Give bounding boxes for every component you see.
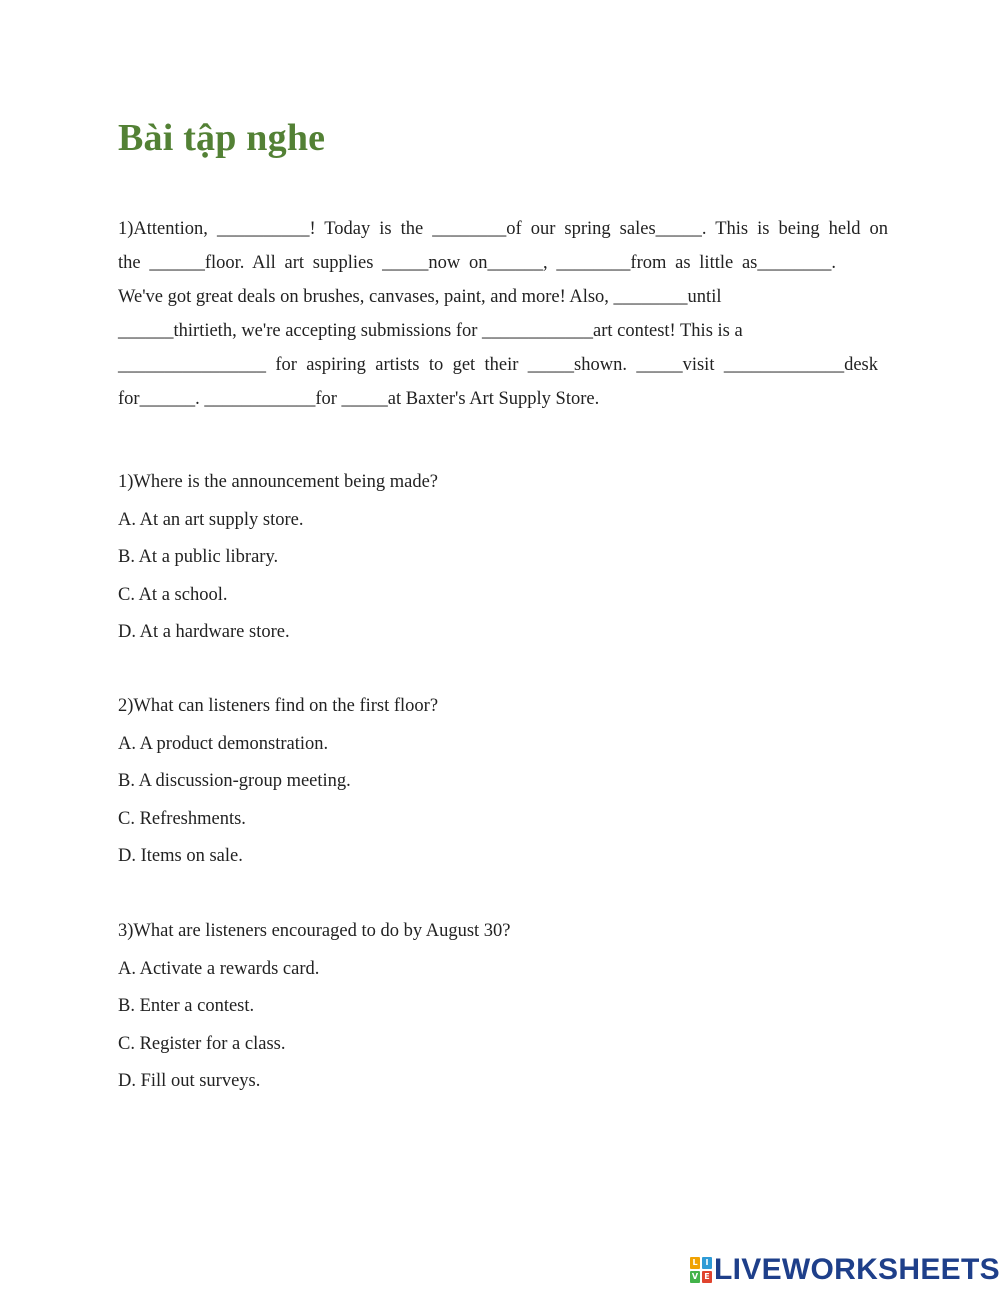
answer-option-a[interactable]: A. At an art supply store. bbox=[118, 509, 304, 530]
question-block-2 bbox=[118, 688, 878, 876]
listening-passage bbox=[118, 212, 888, 416]
passage-line: ________________ for aspiring artists to get their _____shown. _____visit _____________desk bbox=[118, 355, 878, 375]
logo-text: LIVEWORKSHEETS bbox=[714, 1253, 1000, 1286]
answer-option-a[interactable]: A. A product demonstration. bbox=[118, 733, 329, 754]
page-title: Bài tập nghe bbox=[118, 117, 326, 159]
answer-option-d[interactable]: D. Fill out surveys. bbox=[118, 1071, 261, 1091]
answer-option-b[interactable]: B. Enter a contest. bbox=[118, 996, 255, 1016]
logo-icon-letter: E bbox=[702, 1271, 712, 1283]
liveworksheets-logo-icon bbox=[690, 1257, 712, 1283]
answer-option-c[interactable]: C. Register for a class. bbox=[118, 1033, 286, 1054]
answer-option-b[interactable]: B. At a public library. bbox=[118, 547, 279, 567]
passage-line: the ______floor. All art supplies _____now on______, ________from as little as________. bbox=[118, 253, 836, 273]
logo-icon-letter: L bbox=[690, 1257, 700, 1269]
passage-line: ______thirtieth, we're accepting submissions for ____________art contest! This is a bbox=[118, 321, 743, 341]
answer-option-b[interactable]: B. A discussion-group meeting. bbox=[118, 771, 351, 791]
answer-option-d[interactable]: D. At a hardware store. bbox=[118, 622, 290, 642]
answer-option-c[interactable]: C. At a school. bbox=[118, 584, 228, 605]
passage-line: 1)Attention, __________! Today is the ________of our spring sales_____. This is being held on bbox=[118, 219, 888, 239]
answer-option-a[interactable]: A. Activate a rewards card. bbox=[118, 958, 320, 979]
answer-option-c[interactable]: C. Refreshments. bbox=[118, 808, 246, 829]
logo-icon-letter: V bbox=[691, 1272, 699, 1281]
liveworksheets-logo[interactable] bbox=[690, 1253, 1000, 1287]
answer-option-d[interactable]: D. Items on sale. bbox=[118, 846, 243, 866]
question-text: 2)What can listeners find on the first floor? bbox=[118, 696, 439, 716]
question-text: 1)Where is the announcement being made? bbox=[118, 472, 439, 492]
passage-line: We've got great deals on brushes, canvases, paint, and more! Also, ________until bbox=[118, 287, 722, 307]
question-block-3 bbox=[118, 913, 878, 1101]
question-text: 3)What are listeners encouraged to do by August 30? bbox=[118, 921, 511, 941]
question-block-1 bbox=[118, 464, 878, 652]
passage-line: for______. ____________for _____at Baxter's Art Supply Store. bbox=[118, 389, 600, 409]
logo-icon-letter: I bbox=[702, 1257, 712, 1269]
